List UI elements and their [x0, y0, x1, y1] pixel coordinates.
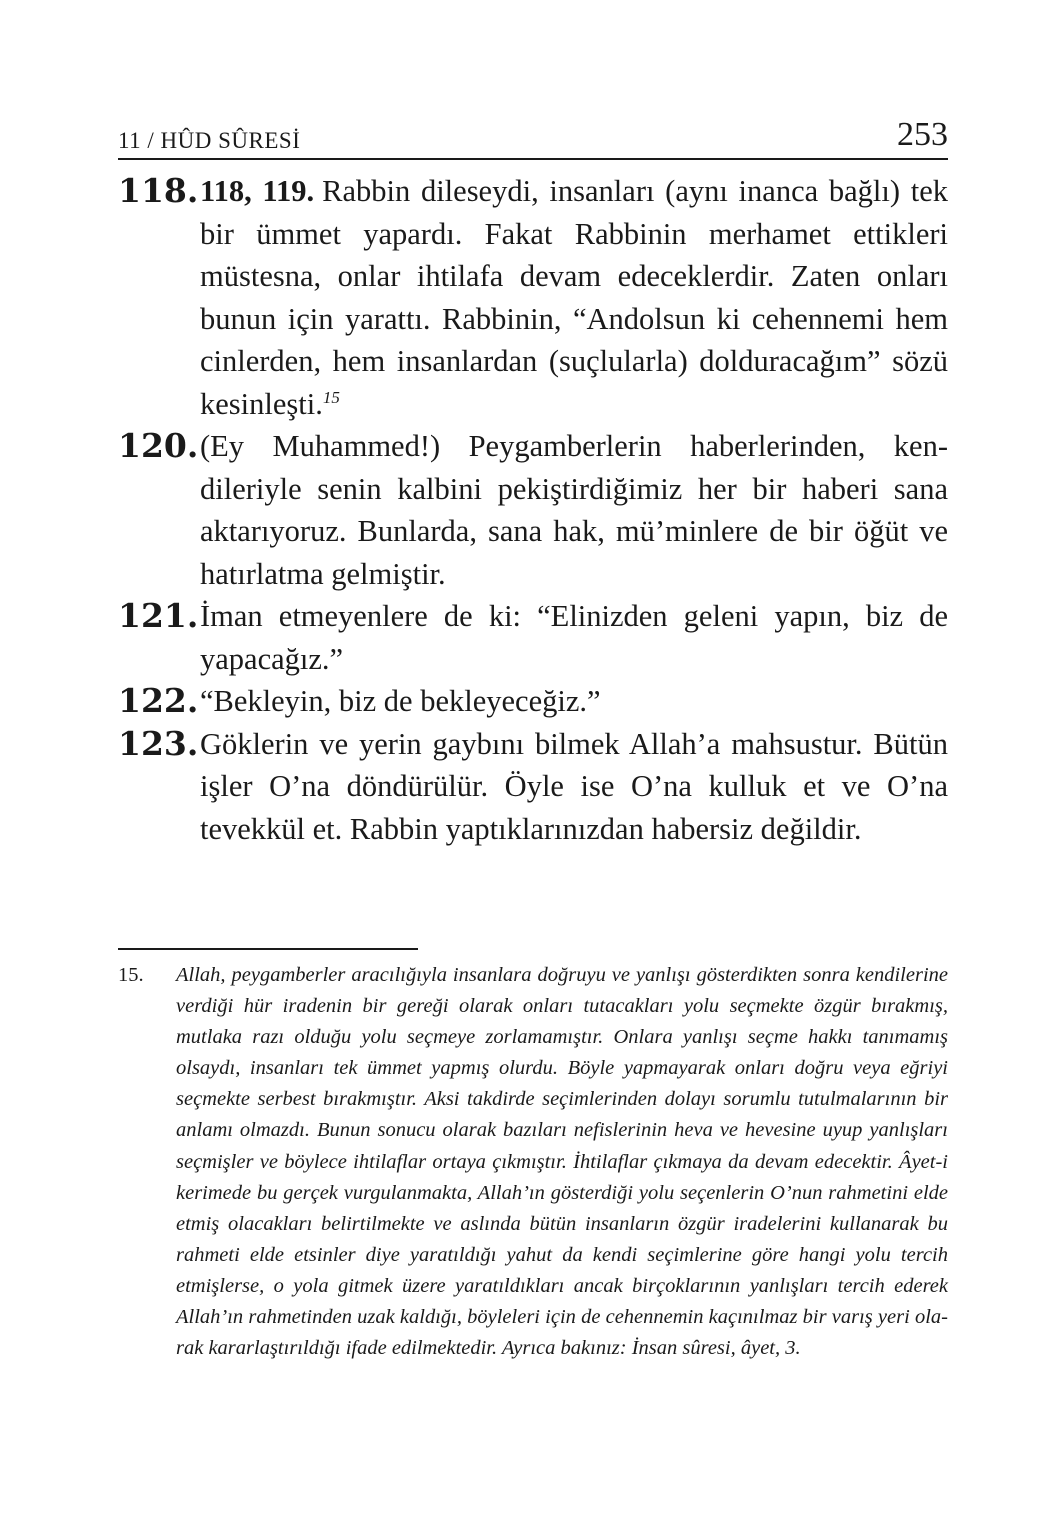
- footnote: [118, 960, 948, 1364]
- verse-text: (Ey Muhammed!) Peygamberlerin haberlerinden, kendileriyle senin kalbini pekiştirdiğimiz her bir haberi sana aktarıyoruz. Bunlarda, sana hak, mü’minlere de bir öğüt ve hatırlatma gelmiştir.: [200, 429, 948, 591]
- footnote-number: 15.: [118, 964, 144, 986]
- footnote-divider: [118, 948, 418, 950]
- verse-120: [118, 425, 948, 595]
- verse-number: 118.: [118, 171, 199, 210]
- verse-number: 120.: [118, 426, 199, 465]
- verse-number: 123.: [118, 723, 199, 763]
- verse-list: [118, 170, 948, 850]
- verse-number: 122.: [118, 681, 199, 720]
- verse-text: Rabbin dileseydi, insanları (aynı inanca bağlı) tek bir ümmet yapardı. Fakat Rabbinin merhamet ettikleri müstesna, onlar ihtilafa devam edeceklerdir. Zaten onları bunun için yarattı. Rabbinin, “Andolsun ki cehennemi hem cinlerden, hem insanlardan (suçlularla) dolduracağım” sözü kesinleşti.: [200, 174, 949, 421]
- running-head: [118, 112, 948, 160]
- footnote-text: Allah, peygamberler aracılığıyla insanlara doğruyu ve yanlışı gösterdikten sonra kendilerine verdiği hür iradenin bir gereği olarak onları tutacakları yolu seçmekte özgür bırakmış, mutlaka razı olduğu yolu seçmeye zorlamamıştır. Onlara yanlışı seçme hakkı tanımamış olsaydı, insanları tek ümmet yapmış olurdu. Böyle yapmayarak onları doğru veya eğriyi seçmekte serbest bırakmıştır. Aksi takdirde seçimlerinden dolayı sorumlu tutulmalarının bir anlamı olmazdı. Bunun sonucu olarak bazıları nefislerinin heva ve hevesine uyup yanlışları seçmişler ve böylece ihtilaflar ortaya çıkmıştır. İhtilaflar çıkmaya da devam edecektir. Âyet-i kerimede bu gerçek vurgulanmakta, Allah’ın gösterdiği yolu seçenlerin O’nun rahmetini elde etmiş olacakları belirtilmekte ve aslında bütün insanların özgür iradelerini kullanarak bu rahmeti elde etsinler diye yaratıldığı yahut da kendi seçimlerine göre hangi yolu tercih etmişlerse, o yola gitmek üzere yaratıldıkları ancak birçoklarının yanlışları tercih ederek Allah’ın rahmetinden uzak kaldığı, böyleleri için de cehennemin kaçınılmaz bir varış yeri olarak kararlaştırıldığı ifade edilmektedir. Ayrıca bakınız: İnsan sûresi, âyet, 3.: [176, 964, 948, 1360]
- verse-text: İman etmeyenlere de ki: “Elinizden geleni yapın, biz de yapacağız.”: [200, 599, 948, 676]
- verse-inline-number: 118, 119.: [200, 174, 315, 208]
- verse-121: [118, 595, 948, 680]
- verse-text: “Bekleyin, biz de bekleyeceğiz.”: [200, 684, 601, 718]
- verse-text: Göklerin ve yerin gaybını bilmek Allah’a mahsustur. Bütün işler O’na döndürülür. Öyle ise O’na kulluk et ve O’na tevekkül et. Rabbin yaptıklarınızdan habersiz değildir.: [200, 726, 948, 846]
- running-title: 11 / HÛD SÛRESİ: [118, 128, 301, 153]
- verse-118: [118, 170, 948, 425]
- verse-122: [118, 680, 948, 723]
- verse-number: 121.: [118, 596, 199, 635]
- page-number: 253: [897, 116, 948, 153]
- footnote-reference[interactable]: 15: [322, 387, 340, 407]
- verse-123: [118, 723, 948, 851]
